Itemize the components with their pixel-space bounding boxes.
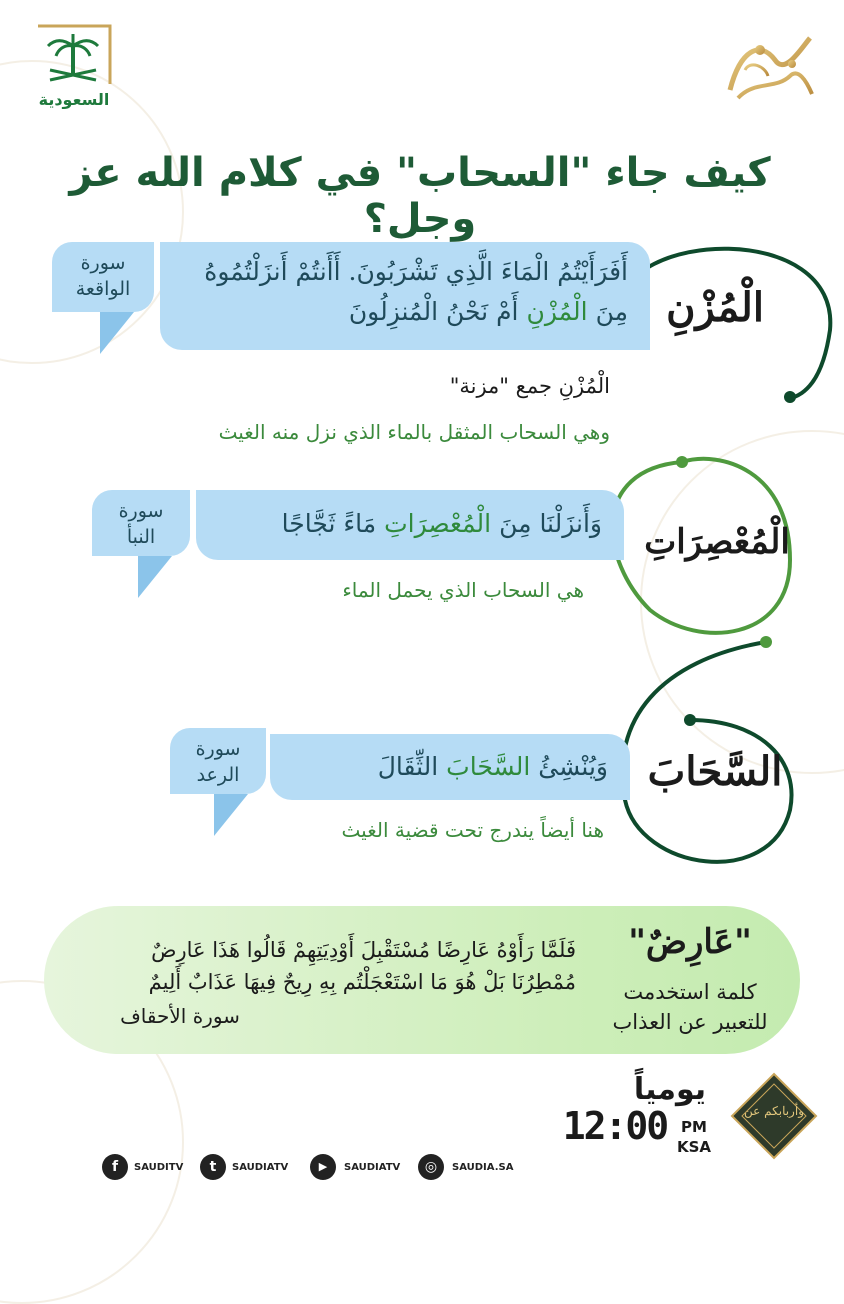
bottom-quote-line1: فَلَمَّا رَأَوْهُ عَارِضًا مُسْتَقْبِلَ أَوْدِيَتِهِمْ قَالُوا هَذَا عَارِضٌ xyxy=(151,938,576,962)
connector-dot-2 xyxy=(676,456,688,468)
bottom-caption-line2: للتعبير عن العذاب xyxy=(612,1010,768,1034)
surah-label: سورة xyxy=(80,252,126,274)
section-3-tag-tail xyxy=(214,794,248,836)
section-3-explanation: هنا أيضاً يندرج تحت قضية الغيث xyxy=(341,818,604,842)
badge-text: وأربابكم عن xyxy=(744,1104,804,1118)
section-1-verse xyxy=(160,242,650,350)
verse-text: وَأَنزَلْنَا مِنَ xyxy=(491,509,602,538)
bottom-surah: سورة الأحقاف xyxy=(120,1004,240,1028)
section-1-note: الْمُزْنِ جمع "مزنة" xyxy=(449,374,610,398)
surah-name: الرعد xyxy=(196,764,240,786)
verse-highlight: الْمُزْنِ xyxy=(526,297,588,326)
connector-dot-3 xyxy=(760,636,772,648)
page-title: كيف جاء "السحاب" في كلام الله عز وجل؟ xyxy=(69,150,771,242)
connector-dot-1 xyxy=(784,391,796,403)
section-2-surah-tag xyxy=(92,490,190,556)
bottom-word: "عَارِضٌ" xyxy=(628,922,752,962)
schedule-pm: PM xyxy=(681,1118,707,1136)
verse-highlight: الْمُعْصِرَاتِ xyxy=(384,509,492,538)
verse-text: الثِّقَالَ xyxy=(377,752,447,781)
schedule-daily: يومياً xyxy=(633,1072,707,1107)
section-1-verse-line1: أَفَرَأَيْتُمُ الْمَاءَ الَّذِي تَشْرَبُونَ. أَأَنتُمْ أَنزَلْتُمُوهُ xyxy=(204,257,628,286)
verse-text: وَيُنْشِئُ xyxy=(530,752,608,781)
section-2-explanation: هي السحاب الذي يحمل الماء xyxy=(342,578,584,602)
instagram-icon[interactable]: ◎ xyxy=(418,1154,444,1180)
section-1-verse-line2 xyxy=(182,292,628,332)
program-badge xyxy=(730,1072,818,1160)
section-3-surah-tag xyxy=(170,728,266,794)
section-1-word: الْمُزْنِ xyxy=(666,284,764,331)
section-2-tag-tail xyxy=(138,556,172,598)
section-2-verse xyxy=(196,490,624,560)
verse-text: مَاءً ثَجَّاجًا xyxy=(281,509,385,538)
youtube-icon[interactable]: ▶ xyxy=(310,1154,336,1180)
section-2-word: الْمُعْصِرَاتِ xyxy=(644,522,790,562)
surah-label: سورة xyxy=(195,738,241,760)
saudia-logo-caption: السعودية xyxy=(38,90,110,109)
twitter-handle[interactable]: SAUDIATV xyxy=(232,1162,289,1173)
youtube-handle[interactable]: SAUDIATV xyxy=(344,1162,401,1173)
section-1-tag-tail xyxy=(100,312,134,354)
section-1-surah-tag xyxy=(52,242,154,312)
instagram-handle[interactable]: SAUDIA.SA xyxy=(452,1162,514,1173)
bottom-quote-line2: مُمْطِرُنَا بَلْ هُوَ مَا اسْتَعْجَلْتُم بِهِ رِيحٌ فِيهَا عَذَابٌ أَلِيمٌ xyxy=(148,970,576,994)
bottom-caption-line1: كلمة استخدمت xyxy=(623,980,757,1004)
schedule-ksa: KSA xyxy=(676,1138,712,1156)
verse-text: أَمْ نَحْنُ الْمُنزِلُونَ xyxy=(348,297,527,326)
facebook-icon[interactable]: f xyxy=(102,1154,128,1180)
verse-text: مِنَ xyxy=(587,297,628,326)
verse-highlight: السَّحَابَ xyxy=(446,752,531,781)
section-1-explanation: وهي السحاب المثقل بالماء الذي نزل منه الغيث xyxy=(218,420,610,444)
surah-name: النبأ xyxy=(126,526,156,548)
facebook-handle[interactable]: SAUDITV xyxy=(134,1162,184,1173)
section-3-word: السَّحَابَ xyxy=(647,748,783,795)
surah-label: سورة xyxy=(118,500,164,522)
schedule-time: 12:00 xyxy=(562,1104,668,1148)
section-3-verse xyxy=(270,734,630,800)
surah-name: الواقعة xyxy=(75,278,131,300)
twitter-icon[interactable]: t xyxy=(200,1154,226,1180)
connector-dot-4 xyxy=(684,714,696,726)
